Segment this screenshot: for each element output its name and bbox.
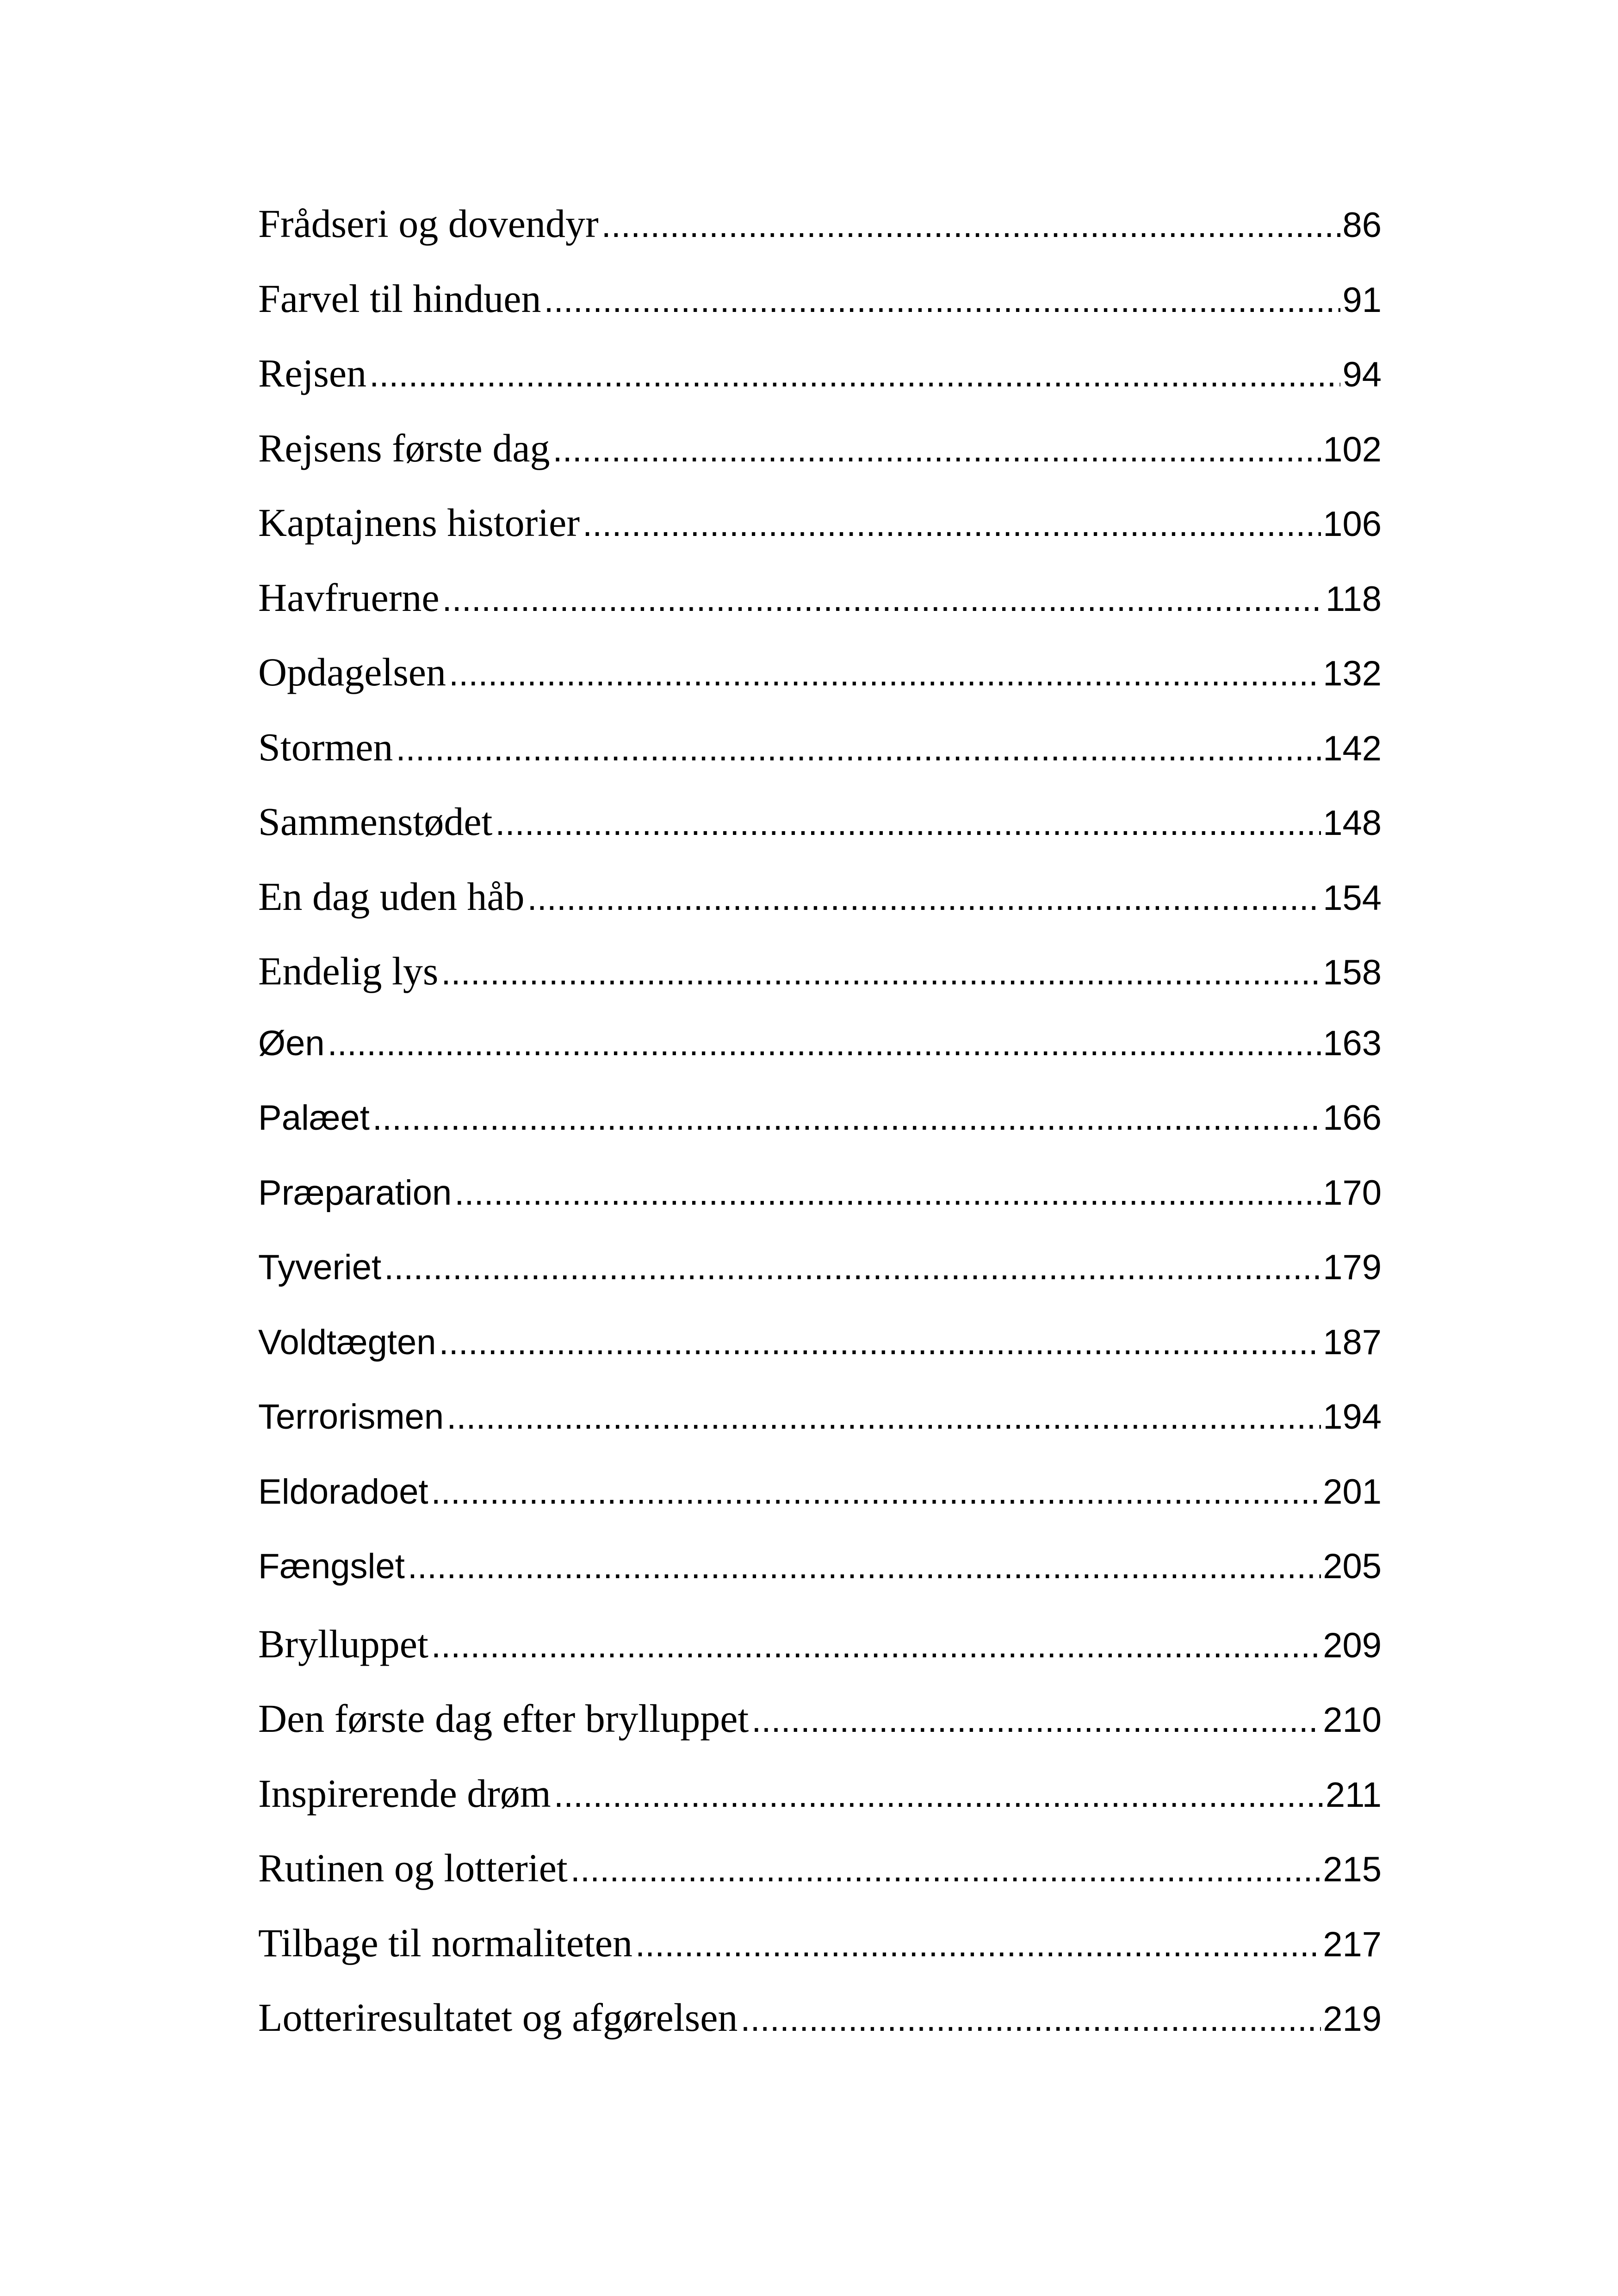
toc-entry [258, 874, 1382, 952]
toc-entry-title: Havfruerne [258, 575, 440, 620]
dot-leader [583, 507, 1321, 542]
toc-entry-page-number: 86 [1342, 205, 1382, 245]
toc-entry [258, 1696, 1382, 1773]
toc-entry [258, 951, 1382, 1026]
dot-leader [431, 1475, 1321, 1510]
toc-entry-title: Farvel til hinduen [258, 276, 541, 321]
dot-leader [635, 1927, 1321, 1962]
toc-entry-title: Lotteriresultatet og afgørelsen [258, 1995, 738, 2040]
dot-leader [439, 1325, 1321, 1360]
dot-leader [601, 208, 1341, 243]
toc-entry-title: Opdagelsen [258, 650, 446, 694]
dot-leader [449, 656, 1321, 691]
toc-entry [258, 201, 1382, 279]
toc-entry [258, 1472, 1382, 1549]
toc-entry-title: Endelig lys [258, 949, 439, 993]
toc-entry-title: Tilbage til normaliteten [258, 1920, 632, 1965]
toc-entry [258, 1920, 1382, 1998]
dot-leader [446, 1400, 1321, 1435]
toc-entry [258, 1250, 1382, 1325]
dot-leader [527, 881, 1321, 916]
toc-entry-title: Fængslet [258, 1547, 405, 1586]
toc-entry-page-number: 102 [1323, 429, 1382, 469]
dot-leader [553, 432, 1321, 467]
toc-entry-title: Inspirerende drøm [258, 1771, 551, 1816]
toc-entry-title: Eldoradoet [258, 1472, 428, 1512]
toc-entry [258, 1023, 1382, 1101]
toc-entry [258, 1397, 1382, 1475]
toc-entry-page-number: 210 [1323, 1700, 1382, 1740]
toc-entry-page-number: 166 [1323, 1098, 1382, 1138]
dot-leader [740, 2002, 1321, 2037]
toc-entry [258, 1773, 1382, 1848]
toc-entry-title: Præparation [258, 1173, 452, 1213]
toc-entry-page-number: 163 [1323, 1023, 1382, 1063]
toc-entry-title: Terrorismen [258, 1397, 444, 1437]
toc-entry-title: Rutinen og lotteriet [258, 1846, 568, 1890]
toc-entry-page-number: 132 [1323, 654, 1382, 693]
dot-leader [431, 1628, 1321, 1663]
toc-entry [258, 353, 1382, 428]
toc-entry-title: Voldtægten [258, 1322, 436, 1362]
dot-leader [372, 1101, 1321, 1136]
toc-entry-page-number: 154 [1323, 878, 1382, 918]
toc-entry-page-number: 142 [1323, 728, 1382, 768]
toc-entry-page-number: 91 [1342, 280, 1382, 320]
toc-entry [258, 1621, 1382, 1699]
toc-entry [258, 425, 1382, 503]
toc-entry [258, 1848, 1382, 1923]
toc-entry-page-number: 187 [1323, 1322, 1382, 1362]
toc-entry [258, 652, 1382, 727]
toc-entry [258, 1098, 1382, 1176]
toc-entry [258, 1549, 1382, 1624]
dot-leader [369, 357, 1340, 392]
toc-entry-page-number: 158 [1323, 953, 1382, 992]
dot-leader [454, 1176, 1321, 1211]
toc-entry-page-number: 170 [1323, 1173, 1382, 1213]
toc-entry-title: Øen [258, 1023, 325, 1063]
toc-entry-title: Stormen [258, 724, 393, 769]
toc-entry-title: En dag uden håb [258, 874, 525, 919]
toc-entry [258, 724, 1382, 802]
toc-entry-title: Palæet [258, 1098, 370, 1138]
toc-entry-title: Brylluppet [258, 1621, 428, 1666]
toc-entry-page-number: 106 [1323, 504, 1382, 544]
toc-entry [258, 276, 1382, 354]
dot-leader [554, 1778, 1324, 1813]
toc-entry-page-number: 148 [1323, 803, 1382, 843]
toc-entry-title: Frådseri og dovendyr [258, 201, 599, 246]
toc-entry [258, 1997, 1382, 2072]
toc-entry-title: Rejsen [258, 351, 367, 395]
toc-entry-page-number: 179 [1323, 1248, 1382, 1287]
toc-entry [258, 575, 1382, 653]
toc-entry-page-number: 217 [1323, 1924, 1382, 1964]
toc-entry [258, 1322, 1382, 1400]
toc-entry [258, 799, 1382, 877]
dot-leader [328, 1026, 1321, 1061]
dot-leader [396, 731, 1321, 766]
toc-entry-page-number: 205 [1323, 1547, 1382, 1586]
toc-entry-title: Sammenstødet [258, 799, 493, 844]
dot-leader [408, 1549, 1321, 1584]
dot-leader [544, 283, 1340, 318]
toc-entry-page-number: 118 [1325, 579, 1382, 619]
dot-leader [442, 582, 1324, 617]
toc-entry-title: Tyveriet [258, 1248, 382, 1287]
dot-leader [384, 1250, 1321, 1285]
dot-leader [495, 806, 1321, 841]
toc-entry-page-number: 201 [1323, 1472, 1382, 1512]
toc-entry-title: Kaptajnens historier [258, 500, 580, 545]
toc-entry-title: Rejsens første dag [258, 425, 550, 470]
toc-entry-title: Den første dag efter brylluppet [258, 1696, 749, 1741]
dot-leader [570, 1852, 1321, 1887]
toc-entry-page-number: 211 [1325, 1775, 1382, 1815]
table-of-contents [258, 201, 1382, 2072]
toc-entry-page-number: 194 [1323, 1397, 1382, 1437]
toc-entry [258, 1173, 1382, 1251]
dot-leader [441, 955, 1321, 990]
dot-leader [751, 1703, 1321, 1738]
toc-entry-page-number: 94 [1342, 355, 1382, 394]
toc-entry [258, 500, 1382, 578]
toc-entry-page-number: 219 [1323, 1999, 1382, 2039]
toc-entry-page-number: 215 [1323, 1850, 1382, 1889]
toc-entry-page-number: 209 [1323, 1625, 1382, 1665]
